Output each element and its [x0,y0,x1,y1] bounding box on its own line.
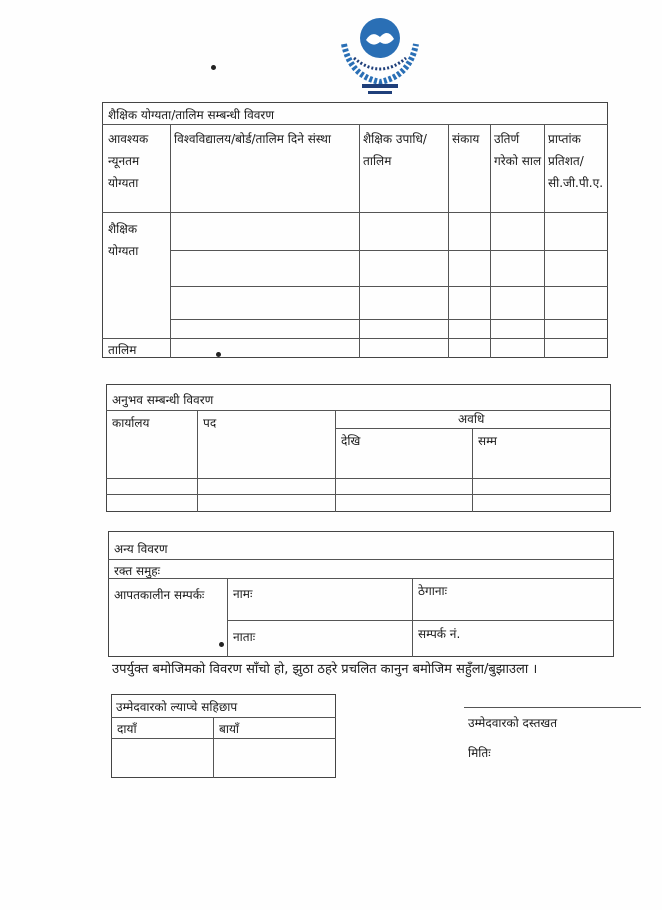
row-label-training: तालिम [108,343,137,357]
experience-table-title: अनुभव सम्बन्धी विवरण [112,393,214,407]
row-label-academic: शैक्षिक योग्यता [108,222,139,258]
emergency-address-label: ठेगानाः [418,584,448,598]
emergency-relation-label: नाताः [233,630,256,644]
header-passed-year: उतिर्ण गरेको साल [494,132,542,168]
header-from: देखि [341,434,361,448]
blood-group-label: रक्त समुहः [114,564,161,578]
header-faculty: संकाय [452,132,480,146]
header-duration: अवधि [458,412,485,426]
emergency-contact-label: आपतकालीन सम्पर्कः [114,588,205,602]
header-post: पद [203,416,217,430]
date-label: मितिः [468,746,491,760]
signature-line [464,707,641,708]
emergency-name-label: नामः [233,587,253,601]
declaration-text: उपर्युक्त बमोजिमको विवरण साँचो हो, झुठा ठहरे प्रचलित कानुन बमोजिम सहुँला/बुझाउला । [112,662,538,677]
education-table-title: शैक्षिक योग्यता/तालिम सम्बन्धी विवरण [108,108,275,122]
speck-mark [211,65,216,70]
header-office: कार्यालय [112,416,150,430]
header-min-qualification: आवश्यक न्यूनतम योग्यता [108,132,149,190]
emergency-contact-no-label: सम्पर्क नं. [418,627,461,641]
header-institution: विश्वविद्यालय/बोर्ड/तालिम दिने संस्था [174,132,332,146]
speck-mark [219,642,224,647]
signature-label: उम्मेदवारको दस्तखत [468,716,558,730]
header-degree: शैक्षिक उपाधि/तालिम [363,132,427,168]
speck-mark [216,352,221,357]
header-percentage: प्राप्तांक प्रतिशत/ सी.जी.पी.ए. [548,132,604,190]
thumb-right-label: दायाँ [117,722,137,736]
thumbprint-title: उम्मेदवारको ल्याप्चे सहिछाप [116,700,238,714]
header-to: सम्म [478,434,497,448]
thumb-left-label: बायाँ [219,722,240,736]
other-details-title: अन्य विवरण [114,542,168,556]
municipality-seal-logo [336,14,424,98]
